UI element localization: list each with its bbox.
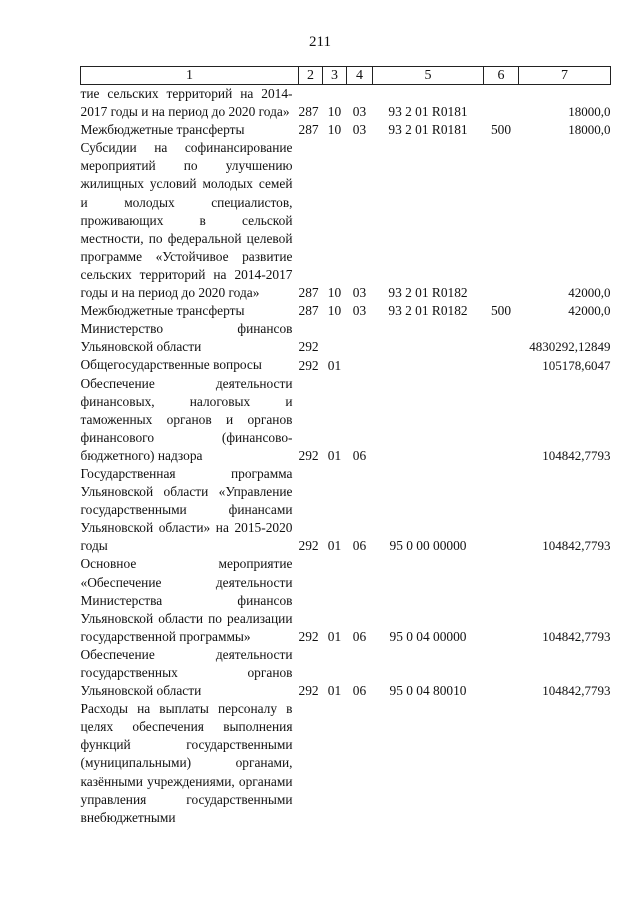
section-code: 01 — [327, 538, 342, 554]
row-name: тие сельских территорий на 2014-2017 годы и на период до 2020 года» — [80, 86, 293, 120]
target-article-code — [373, 356, 484, 374]
grbs-code — [299, 700, 323, 827]
subsection-code: 06 — [352, 447, 367, 463]
column-header: 1 — [81, 67, 299, 85]
expense-type-code — [484, 555, 519, 645]
subsection-code: 03 — [352, 122, 367, 138]
expense-type-code — [484, 139, 519, 302]
row-name: Расходы на выплаты персоналу в целях обеспечения выполнения функций государственными (муниципальными) органами, казёнными учреждениями, органами управления государственными внебюджетными — [80, 701, 293, 825]
grbs-code: 292 — [298, 357, 319, 373]
grbs-code: 287 — [298, 104, 319, 120]
grbs-code: 292 — [298, 683, 319, 699]
grbs-code: 287 — [298, 285, 319, 301]
row-name: Государственная программа Ульяновской области «Управление государственными финансами Ульяновской области» на 2015-2020 годы — [80, 465, 293, 554]
expense-type-code — [484, 320, 519, 356]
subsection-code: 03 — [352, 285, 367, 301]
grbs-code: 292 — [298, 628, 319, 644]
amount: 105178,6047 — [542, 357, 611, 373]
expense-type-code — [484, 375, 519, 465]
expense-type-code: 500 — [490, 122, 512, 138]
expense-type-code — [484, 646, 519, 700]
section-code: 01 — [327, 628, 342, 644]
row-name: Субсидии на софинансирование мероприятий по улучшению жилищных условий молодых семей и молодых специалистов, проживающих в сельской местности, по федеральной целевой программе «Устойчивое развитие сельских территорий на 2014-2017 годы и на период до 2020 года» — [80, 140, 293, 301]
target-article-code: 93 2 01 R0181 — [388, 104, 468, 120]
column-header: 6 — [484, 67, 519, 85]
amount: 4830292,12849 — [529, 339, 611, 355]
target-article-code: 95 0 04 80010 — [389, 683, 467, 699]
section-code: 10 — [327, 104, 342, 120]
column-number-header-row — [81, 67, 611, 85]
table-row — [81, 139, 611, 302]
amount: 104842,7793 — [542, 683, 611, 699]
amount: 42000,0 — [568, 303, 611, 319]
table-row — [81, 356, 611, 374]
page-number: 211 — [309, 34, 331, 50]
amount: 104842,7793 — [542, 538, 611, 554]
section-code: 10 — [327, 303, 342, 319]
table-row — [81, 700, 611, 827]
amount: 42000,0 — [568, 285, 611, 301]
target-article-code: 95 0 00 00000 — [389, 538, 467, 554]
amount — [519, 700, 611, 827]
expense-type-code — [484, 465, 519, 555]
grbs-code: 292 — [298, 339, 319, 355]
row-name: Обеспечение деятельности государственных органов Ульяновской области — [80, 646, 293, 699]
subsection-code: 06 — [352, 538, 367, 554]
table-row — [81, 555, 611, 645]
table-row — [81, 302, 611, 320]
grbs-code: 287 — [298, 122, 319, 138]
table-row — [81, 320, 611, 356]
target-article-code: 93 2 01 R0182 — [388, 303, 468, 319]
amount: 104842,7793 — [542, 447, 611, 463]
row-name: Основное мероприятие «Обеспечение деятельности Министерства финансов Ульяновской области по реализации государственной программы» — [80, 556, 293, 644]
budget-table — [80, 66, 611, 827]
target-article-code: 93 2 01 R0181 — [388, 122, 468, 138]
subsection-code: 03 — [352, 104, 367, 120]
subsection-code: 06 — [352, 683, 367, 699]
row-name: Обеспечение деятельности финансовых, налоговых и таможенных органов и органов финансового (финансово-бюджетного) надзора — [80, 375, 293, 463]
amount: 18000,0 — [568, 104, 611, 120]
table-row — [81, 646, 611, 700]
table-row — [81, 375, 611, 465]
subsection-code — [347, 356, 373, 374]
subsection-code — [347, 700, 373, 827]
expense-type-code: 500 — [490, 303, 512, 319]
row-name: Министерство финансов Ульяновской области — [80, 321, 293, 355]
table-row — [81, 465, 611, 555]
section-code: 10 — [327, 122, 342, 138]
section-code — [323, 320, 347, 356]
expense-type-code — [484, 356, 519, 374]
column-header: 3 — [323, 67, 347, 85]
section-code: 10 — [327, 285, 342, 301]
table-row — [81, 121, 611, 139]
section-code: 01 — [327, 447, 342, 463]
column-header: 5 — [373, 67, 484, 85]
column-header: 7 — [519, 67, 611, 85]
target-article-code: 95 0 04 00000 — [389, 628, 467, 644]
target-article-code — [373, 700, 484, 827]
grbs-code: 292 — [298, 538, 319, 554]
subsection-code: 06 — [352, 628, 367, 644]
target-article-code — [373, 320, 484, 356]
row-name: Межбюджетные трансферты — [80, 122, 245, 138]
grbs-code: 287 — [298, 303, 319, 319]
table-row — [81, 85, 611, 122]
target-article-code: 93 2 01 R0182 — [388, 285, 468, 301]
section-code — [323, 700, 347, 827]
expense-type-code — [484, 85, 519, 122]
amount: 104842,7793 — [542, 628, 611, 644]
subsection-code: 03 — [352, 303, 367, 319]
row-name: Межбюджетные трансферты — [80, 303, 245, 319]
section-code: 01 — [327, 683, 342, 699]
column-header: 4 — [347, 67, 373, 85]
amount: 18000,0 — [568, 122, 611, 138]
column-header: 2 — [299, 67, 323, 85]
grbs-code: 292 — [298, 447, 319, 463]
section-code: 01 — [327, 357, 342, 373]
subsection-code — [347, 320, 373, 356]
row-name: Общегосударственные вопросы — [80, 357, 262, 373]
expense-type-code — [484, 700, 519, 827]
target-article-code — [373, 375, 484, 465]
